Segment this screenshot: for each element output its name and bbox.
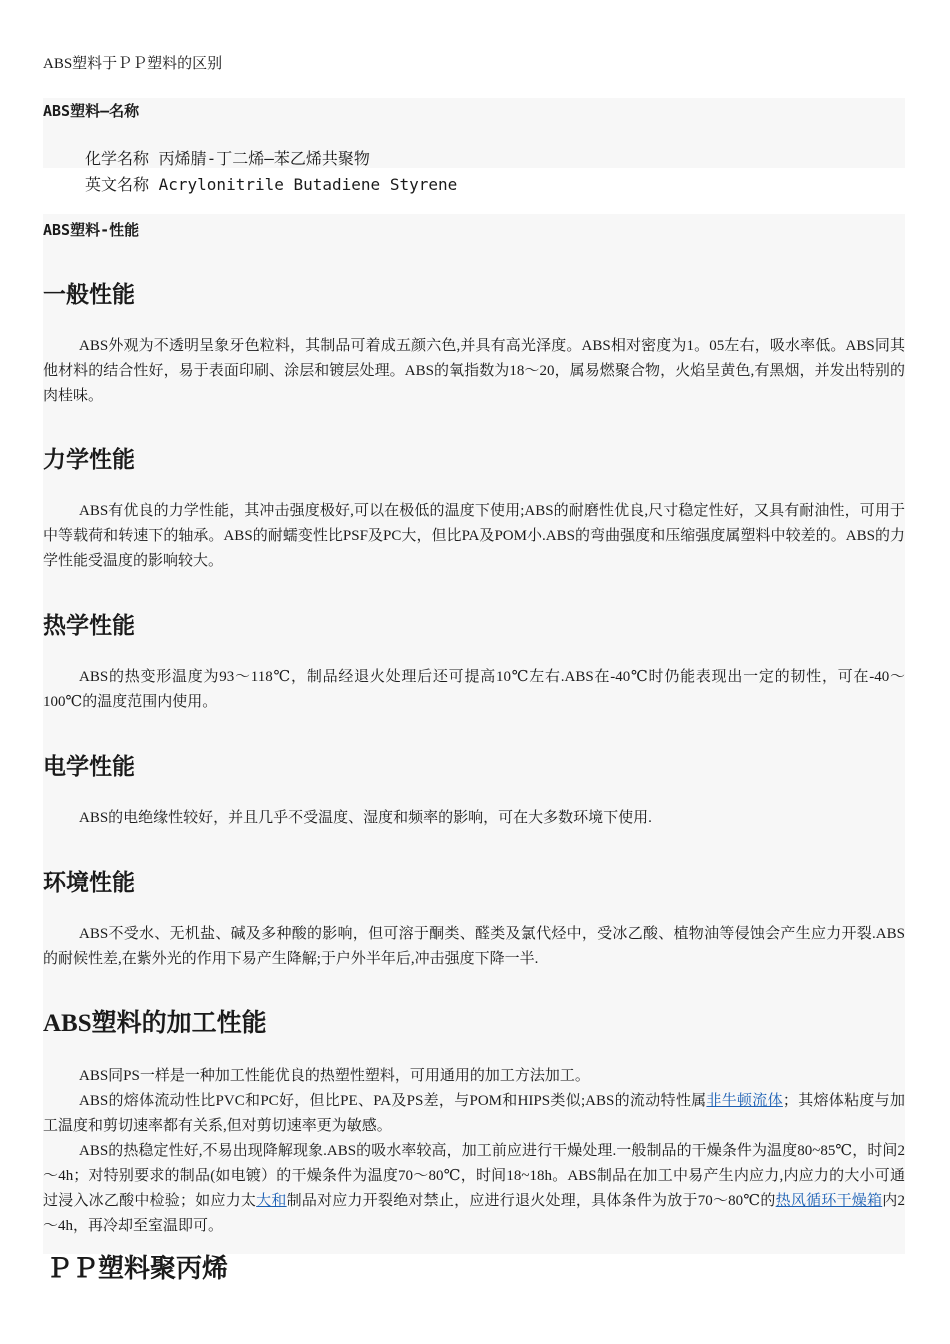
mechanical-text: ABS有优良的力学性能，其冲击强度极好,可以在极低的温度下使用;ABS的耐磨性优良,尺寸稳定性好，又具有耐油性，可用于中等载荷和转速下的轴承。ABS的耐蠕变性比PSF及PC大，但比PA及POM小.ABS的弯曲强度和压缩强度属塑料中较差的。ABS的力学性能受温度的影响较大。 [43, 503, 905, 569]
thermal-heading: 热学性能 [43, 613, 135, 639]
hot-air-drying-oven-link[interactable]: 热风循环干燥箱 [775, 1193, 883, 1209]
electrical-heading: 电学性能 [43, 754, 135, 780]
processing-para-3-middle: 制品对应力开裂绝对禁止，应进行退火处理，具体条件为放于70～80℃的 [286, 1193, 776, 1209]
performance-section-heading: ABS塑料-性能 [43, 221, 140, 239]
processing-para-2 [43, 1089, 905, 1139]
pp-section-heading: ＰＰ塑料聚丙烯 [46, 1254, 229, 1284]
dahe-link[interactable]: 大和 [256, 1193, 287, 1209]
processing-para-3-end: 内2～4h，再冷却至室温即可。 [43, 1193, 905, 1234]
non-newtonian-fluid-link[interactable]: 非牛顿流体 [706, 1093, 783, 1109]
document-title: ABS塑料于ＰＰ塑料的区别 [43, 56, 223, 72]
name-section-heading: ABS塑料—名称 [43, 102, 140, 120]
electrical-text: ABS的电绝缘性较好，并且几乎不受温度、湿度和频率的影响，可在大多数环境下使用. [79, 810, 652, 826]
environment-text: ABS不受水、无机盐、碱及多种酸的影响，但可溶于酮类、醛类及氯代烃中，受冰乙酸、植物油等侵蚀会产生应力开裂.ABS的耐候性差,在紫外光的作用下易产生降解;于户外半年后,冲击强度下降一半. [43, 926, 905, 967]
mechanical-heading: 力学性能 [43, 447, 135, 473]
processing-heading: ABS塑料的加工性能 [43, 1010, 267, 1037]
processing-para-2-start: ABS的熔体流动性比PVC和PC好，但比PE、PA及PS差，与POM和HIPS类似;ABS的流动特性属 [79, 1093, 707, 1109]
processing-para-2-end: ；其熔体粘度与加工温度和剪切速率都有关系,但对剪切速率更为敏感。 [43, 1093, 905, 1134]
processing-para-1: ABS同PS一样是一种加工性能优良的热塑性塑料，可用通用的加工方法加工。 [79, 1068, 590, 1084]
processing-para-3 [43, 1139, 905, 1239]
thermal-text: ABS的热变形温度为93～118℃，制品经退火处理后还可提高10℃左右.ABS在-40℃时仍能表现出一定的韧性，可在-40～100℃的温度范围内使用。 [43, 669, 905, 710]
general-text: ABS外观为不透明呈象牙色粒料，其制品可着成五颜六色,并具有高光泽度。ABS相对密度为1。05左右，吸水率低。ABS同其他材料的结合性好，易于表面印刷、涂层和镀层处理。ABS的氧指数为18～20，属易燃聚合物，火焰呈黄色,有黑烟，并发出特别的肉桂味。 [43, 338, 905, 404]
processing-para-3-start: ABS的热稳定性好,不易出现降解现象.ABS的吸水率较高，加工前应进行干燥处理.一般制品的干燥条件为温度80~85℃，时间2～4h；对特别要求的制品(如电镀）的干燥条件为温度70～80℃，时间18~18h。ABS制品在加工中易产生内应力,内应力的大小可通过浸入冰乙酸中检验；如应力太 [43, 1143, 905, 1209]
chemical-name: 化学名称 丙烯腈-丁二烯—苯乙烯共聚物 [85, 149, 370, 168]
general-heading: 一般性能 [43, 282, 135, 308]
english-name: 英文名称 Acrylonitrile Butadiene Styrene [85, 175, 458, 194]
environment-heading: 环境性能 [43, 870, 135, 896]
